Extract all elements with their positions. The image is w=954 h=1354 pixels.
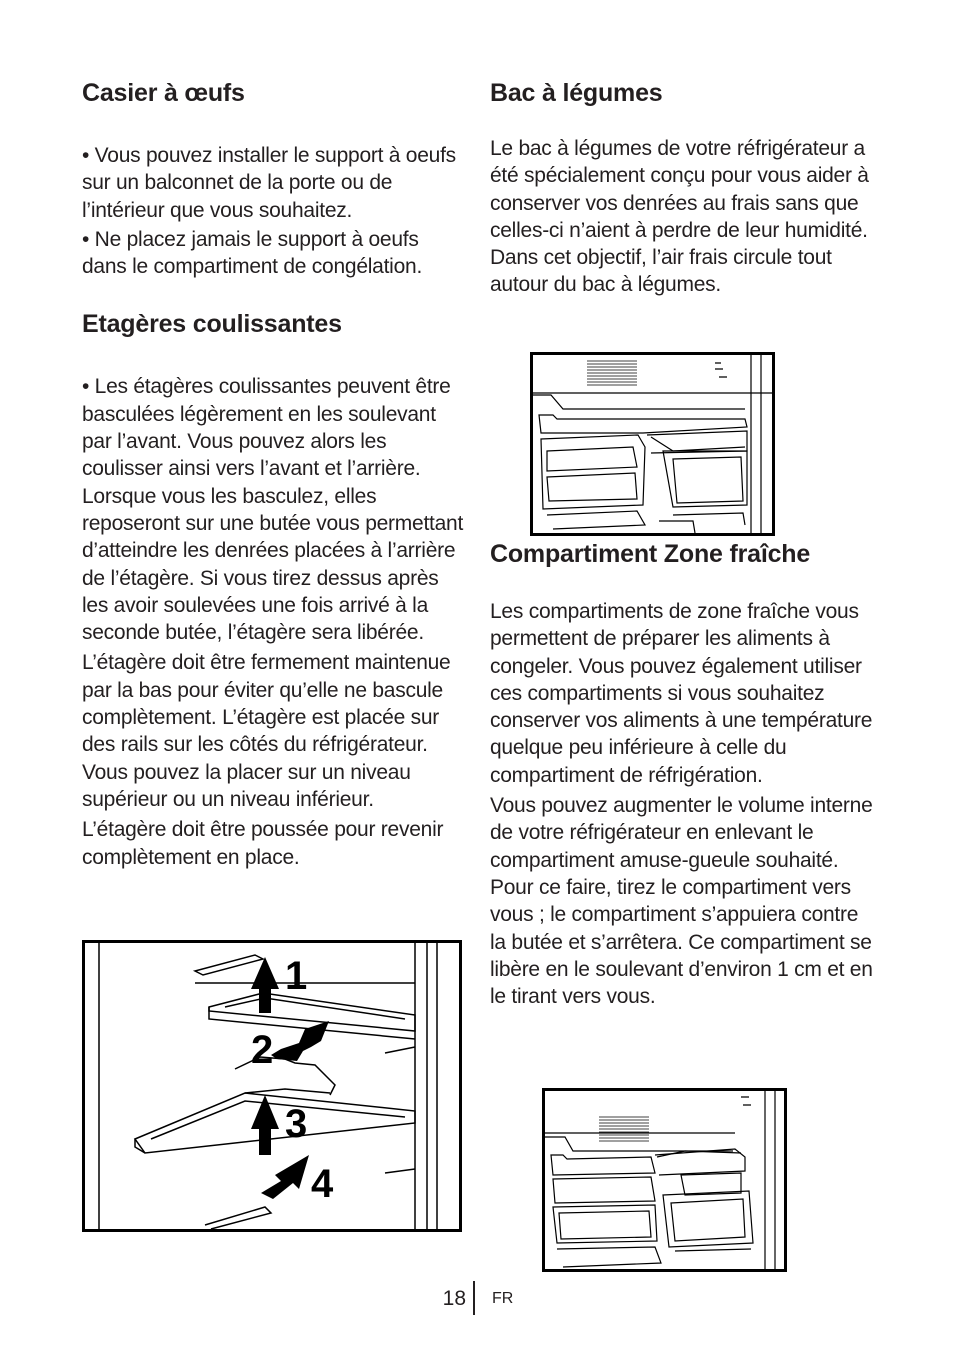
sliding-shelves-paragraph-3: L’étagère doit être poussée pour revenir complètement en place.: [82, 818, 444, 869]
egg-rack-paragraph-2: • Ne placez jamais le support à oeufs dans le compartiment de congélation.: [82, 227, 423, 279]
fresh-zone-paragraph-1: Les compartiments de zone fraîche vous permettent de préparer les aliments à congeler. Vous pouvez également utiliser ces compartiments si vous souhaitez conserver vos aliments à une température quelque peu inférieure à celle du compartiment de réfrigération.: [490, 600, 873, 787]
shelf-drawing: [85, 943, 459, 1229]
vent-grille: [599, 1117, 649, 1141]
sliding-shelves-heading: Etagères coulissantes: [82, 310, 342, 339]
egg-rack-heading: Casier à œufs: [82, 79, 245, 107]
shelf-illustration: [82, 940, 462, 1232]
crisper-drawing: [533, 355, 772, 533]
step-number-3: 3: [285, 1102, 308, 1146]
vent-grille: [587, 361, 637, 385]
fresh-zone-heading: Compartiment Zone fraîche: [490, 540, 811, 568]
crisper-illustration: [530, 352, 775, 536]
egg-rack-paragraph-1: • Vous pouvez installer le support à oeufs sur un balconnet de la porte ou de l’intérieur que vous souhaitez.: [82, 144, 456, 222]
fresh-zone-drawing: [545, 1091, 784, 1269]
step-number-1: 1: [285, 954, 308, 998]
step-number-2: 2: [251, 1028, 274, 1072]
sliding-shelves-paragraph-1: • Les étagères coulissantes peuvent être basculées légèrement en les soulevant par l’avant. Vous pouvez alors les coulisser ainsi vers l’avant et l’arrière. Lorsque vous les basculez, elles reposeront sur une butée vous permettant d’atteindre les denrées placées à l’arrière de l’étagère. Si vous tirez dessus après les avoir soulevées une fois arrivé à la seconde butée, l’étagère sera libérée.: [82, 375, 464, 645]
right-column: [490, 74, 870, 299]
crisper-paragraph: Le bac à légumes de votre réfrigérateur a été spécialement conçu pour vous aider à conserver vos denrées au frais sans que celles-ci n’aient à perdre de leur humidité. Dans cet objectif, l’air frais circule tout autour du bac à légumes.: [490, 137, 869, 297]
step-number-4: 4: [311, 1162, 334, 1206]
left-column: [82, 74, 466, 871]
fresh-zone-illustration: [542, 1088, 787, 1272]
fresh-zone-paragraph-2: Vous pouvez augmenter le volume interne de votre réfrigérateur en enlevant le compartiment amuse-gueule souhaité. Pour ce faire, tirez le compartiment vers vous ; le compartiment s’appuiera contre la butée et s’arrêtera. Ce compartiment se libère en le soulevant d’environ 1 cm et en le tirant vers vous.: [490, 794, 873, 1009]
fresh-zone-section: [490, 537, 874, 1010]
page-number: 18: [442, 1287, 466, 1310]
footer-divider: [473, 1281, 475, 1315]
crisper-heading: Bac à légumes: [490, 79, 663, 107]
sliding-shelves-paragraph-2: L’étagère doit être fermement maintenue par la bas pour éviter qu’elle ne bascule complètement. L’étagère est placée sur des rails sur les côtés du réfrigérateur. Vous pouvez la placer sur un niveau supérieur ou un niveau inférieur.: [82, 651, 451, 811]
language-code: FR: [492, 1290, 514, 1307]
